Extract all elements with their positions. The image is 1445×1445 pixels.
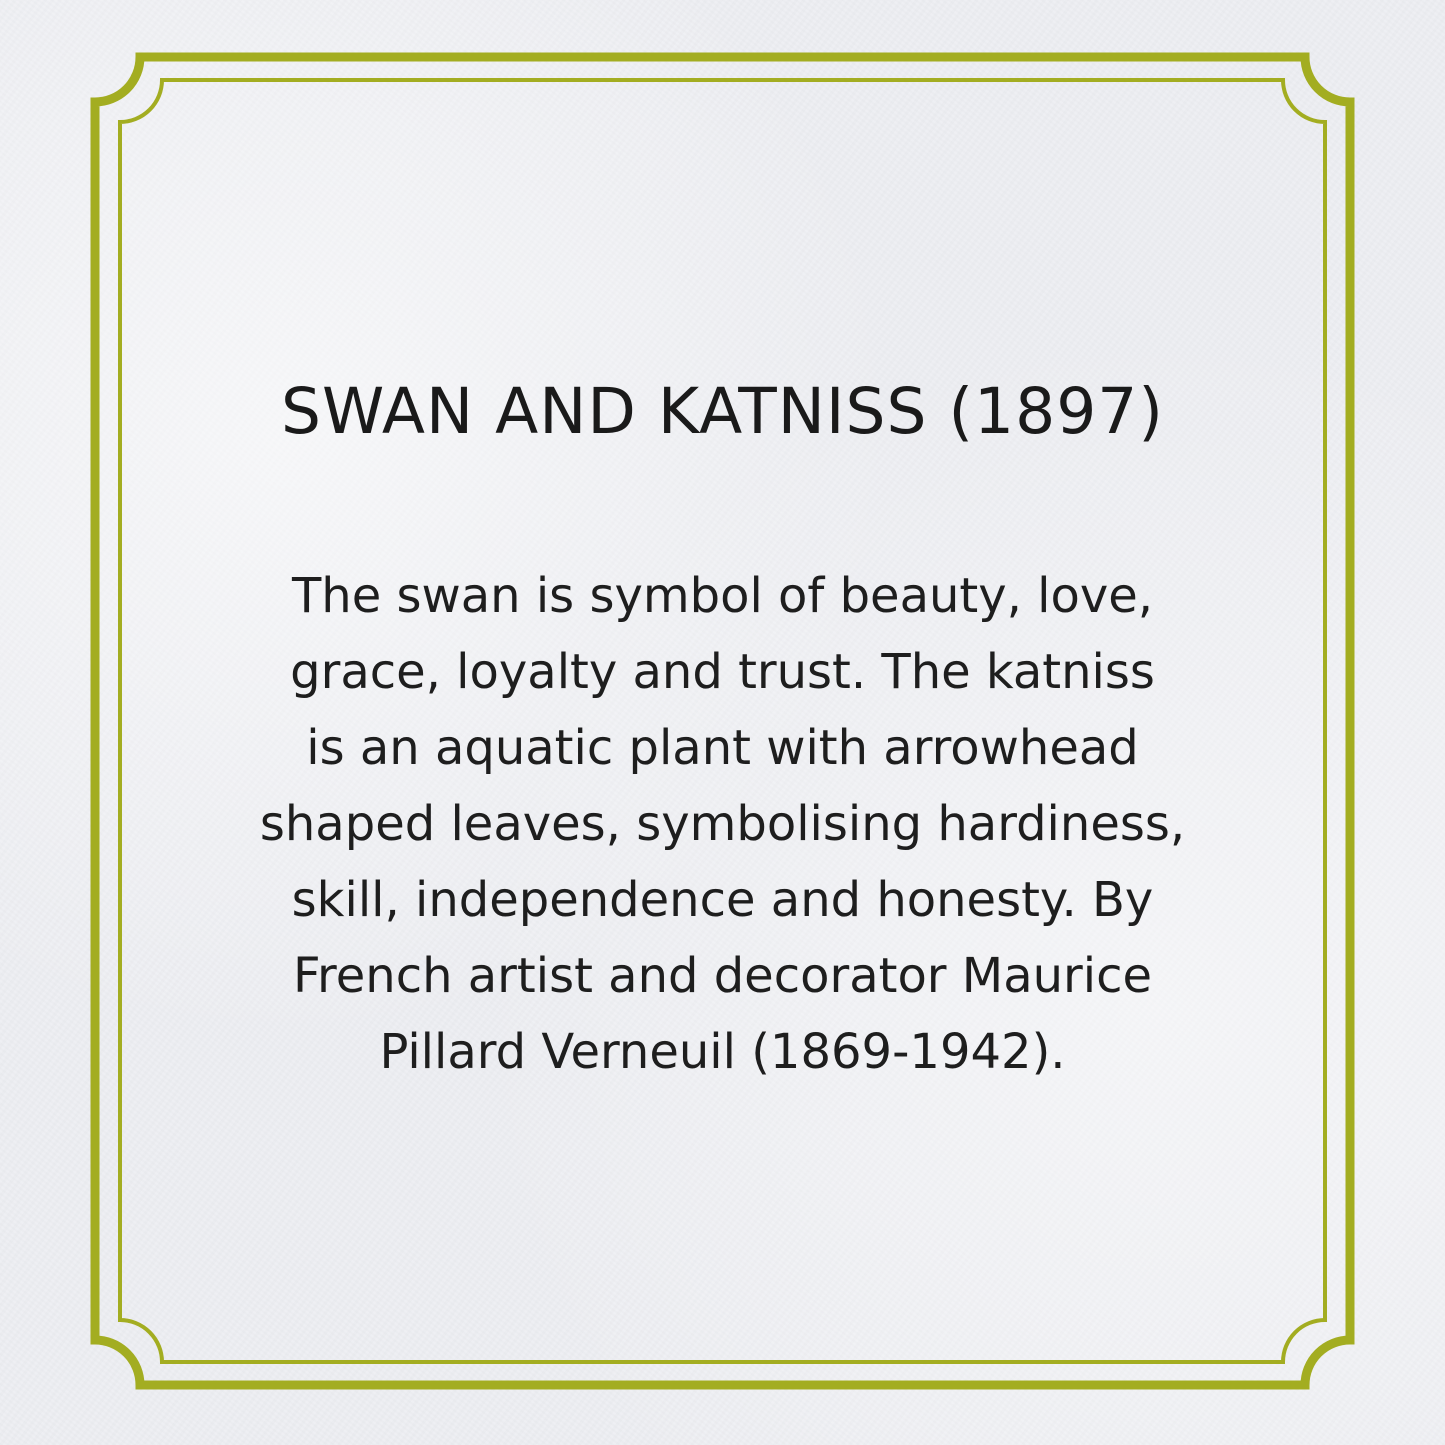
description-line: shaped leaves, symbolising hardiness,	[259, 796, 1186, 852]
card-title: SWAN AND KATNISS (1897)	[281, 375, 1164, 448]
description-line: grace, loyalty and trust. The katniss	[290, 644, 1155, 700]
description-line: The swan is symbol of beauty, love,	[291, 568, 1154, 624]
description-line: skill, independence and honesty. By	[291, 872, 1154, 928]
description-line: Pillard Verneuil (1869-1942).	[379, 1024, 1066, 1080]
card-description	[190, 558, 1255, 1090]
description-line: French artist and decorator Maurice	[292, 948, 1153, 1004]
description-line: is an aquatic plant with arrowhead	[306, 720, 1139, 776]
